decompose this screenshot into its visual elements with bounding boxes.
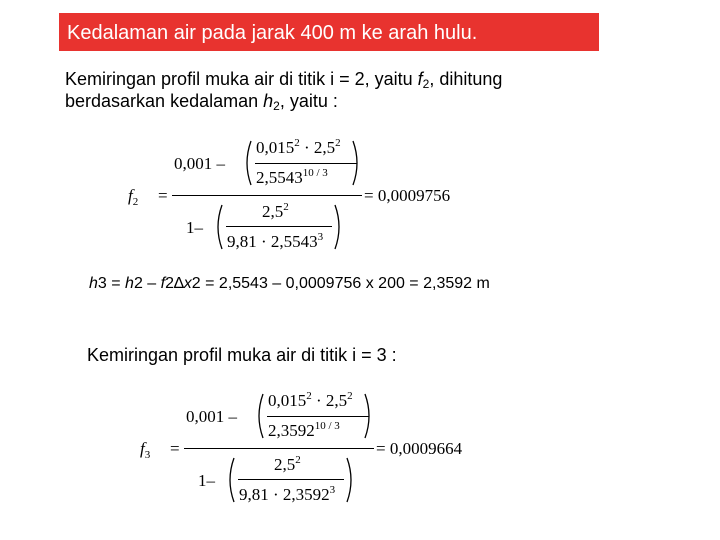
eq-exp: 3 <box>329 484 336 496</box>
title-banner <box>59 13 599 51</box>
eq-bot-den <box>227 232 323 252</box>
eq-top-num-base: 0,015 <box>256 138 295 157</box>
left-paren <box>213 204 223 250</box>
equation-f3 <box>140 385 500 515</box>
var-f: f <box>160 275 166 292</box>
fraction-bar <box>226 226 332 227</box>
eq-top-num <box>268 391 353 411</box>
eq-top-den <box>256 168 328 188</box>
intro-paragraph <box>65 68 685 112</box>
intro-var-f: f <box>417 69 423 89</box>
intro-var-h: h <box>263 91 274 111</box>
eq-lhs-sub: 3 <box>144 449 151 461</box>
calc-text: 3 = <box>97 275 126 292</box>
eq-exp: 2 <box>335 137 341 149</box>
section-text-i3: Kemiringan profil muka air di titik i = 3 : <box>87 345 397 365</box>
left-paren <box>242 140 252 186</box>
eq-top-num-mult: · 2,5 <box>311 391 348 410</box>
calc-text: 2 = 2,5543 – 0,0009756 x 200 = 2,3592 m <box>191 275 490 292</box>
eq-lhs <box>140 439 150 459</box>
eq-top-num-mult: · 2,5 <box>299 138 336 157</box>
eq-bot-den-base: 9,81 · 2,3592 <box>239 485 330 504</box>
eq-top-const: 0,001 – <box>186 407 237 426</box>
eq-top-den-base: 2,5543 <box>256 168 303 187</box>
eq-exp: 2 <box>295 454 301 466</box>
eq-exp: 2 <box>306 390 312 402</box>
eq-bot-const: 1– <box>198 471 215 490</box>
intro-text: berdasarkan kedalaman <box>65 91 264 111</box>
intro-line-1 <box>65 68 685 90</box>
eq-lhs-var: f <box>128 186 133 205</box>
right-paren <box>352 140 362 186</box>
right-paren <box>346 457 356 503</box>
eq-top-den-base: 2,3592 <box>268 421 315 440</box>
right-paren <box>364 393 374 439</box>
intro-sub: 2 <box>273 99 280 113</box>
eq-exp: 2 <box>347 390 353 402</box>
var-h: h <box>125 275 134 292</box>
eq-exp: 3 <box>317 231 324 243</box>
eq-result: = 0,0009664 <box>376 439 463 458</box>
eq-bot-num <box>262 202 289 222</box>
eq-equals: = <box>170 439 180 458</box>
eq-bot-const: 1– <box>186 218 203 237</box>
eq-lhs-var: f <box>140 439 145 458</box>
eq-exp: 2 <box>283 201 289 213</box>
calc-text: 2 – <box>133 275 161 292</box>
right-paren <box>334 204 344 250</box>
intro-text: , yaitu : <box>279 91 338 111</box>
fraction-bar <box>255 163 357 164</box>
equation-f2 <box>128 132 488 262</box>
slide-title: Kedalaman air pada jarak 400 m ke arah hulu. <box>67 22 478 44</box>
eq-result: = 0,0009756 <box>364 186 451 205</box>
eq-bot-num-base: 2,5 <box>262 202 284 221</box>
eq-lhs-sub: 2 <box>132 196 139 208</box>
fraction-bar <box>238 479 344 480</box>
eq-top-num <box>256 138 341 158</box>
left-paren <box>225 457 235 503</box>
intro-text: , dihitung <box>429 69 503 89</box>
eq-exp: 10 / 3 <box>314 420 340 432</box>
eq-equals: = <box>158 186 168 205</box>
intro-line-2 <box>65 90 685 112</box>
eq-lhs <box>128 186 138 206</box>
fraction-bar <box>267 416 369 417</box>
eq-top-num-base: 0,015 <box>268 391 307 410</box>
eq-bot-num-base: 2,5 <box>274 455 296 474</box>
eq-exp: 2 <box>294 137 300 149</box>
intro-text: Kemiringan profil muka air di titik i = 2, yaitu <box>65 69 418 89</box>
main-fraction-bar <box>184 448 374 449</box>
eq-top-den <box>268 421 340 441</box>
var-x: x <box>183 275 192 292</box>
main-fraction-bar <box>172 195 362 196</box>
intro-sub: 2 <box>422 77 430 91</box>
left-paren <box>254 393 264 439</box>
var-h: h <box>89 275 98 292</box>
eq-top-const: 0,001 – <box>174 154 225 173</box>
eq-bot-den <box>239 485 335 505</box>
eq-exp: 10 / 3 <box>302 167 328 179</box>
eq-bot-num <box>274 455 301 475</box>
h3-calculation <box>89 275 490 293</box>
calc-text: 2∆ <box>165 275 184 292</box>
eq-bot-den-base: 9,81 · 2,5543 <box>227 232 318 251</box>
